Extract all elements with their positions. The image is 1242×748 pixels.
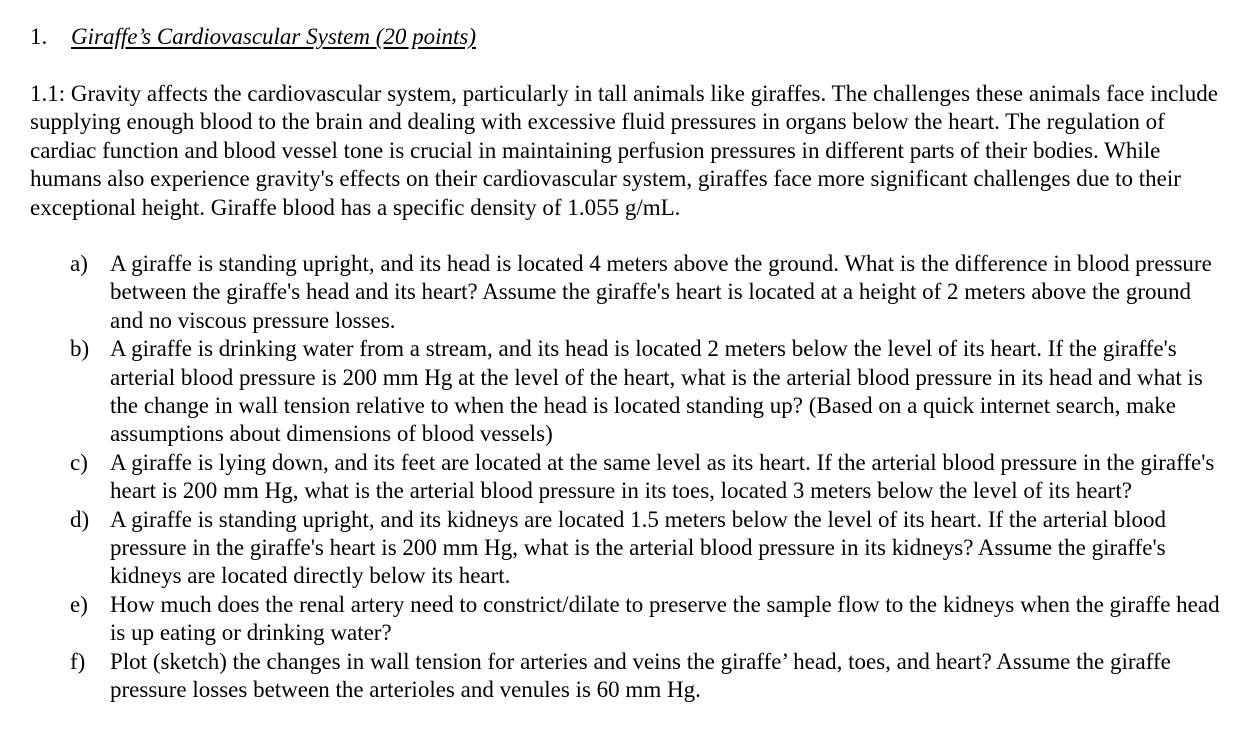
question-letter: f) (70, 648, 86, 674)
question-text: A giraffe is standing upright, and its head is located 4 meters above the ground. What is the difference in blood pressure between the giraffe's head and its heart? Assume the giraffe's heart is located at a height of 2 meters above the ground and no viscous pressure losses. (110, 251, 1212, 333)
question-letter: e) (70, 591, 88, 617)
question-text: A giraffe is lying down, and its feet are located at the same level as its heart. If the arterial blood pressure in the giraffe's heart is 200 mm Hg, what is the arterial blood pressure in its toes, located 3 meters below the level of its heart? (110, 449, 1215, 504)
question-f (0, 648, 1242, 705)
question-text: Plot (sketch) the changes in wall tension for arteries and veins the giraffe’ head, toes, and heart? Assume the giraffe pressure losses between the arterioles and venules is 60 mm Hg. (110, 648, 1171, 703)
question-c (0, 449, 1242, 506)
question-d (0, 506, 1242, 591)
question-letter: d) (70, 506, 90, 532)
intro-paragraph: 1.1: Gravity affects the cardiovascular system, particularly in tall animals like giraffes. The challenges these animals face include supplying enough blood to the brain and dealing with excessive fluid pressures in organs below the heart. The regulation of cardiac function and blood vessel tone is crucial in maintaining perfusion pressures in different parts of their bodies. While humans also experience gravity's effects on their cardiovascular system, giraffes face more significant challenges due to their exceptional height. Giraffe blood has a specific density of 1.055 g/mL. (30, 81, 1218, 220)
question-letter: a) (70, 251, 88, 276)
question-letter: b) (70, 336, 90, 362)
question-list (0, 250, 1242, 705)
section-number: 1. (30, 24, 48, 49)
question-e (0, 591, 1242, 648)
section-title: Giraffe’s Cardiovascular System (20 points) (71, 24, 477, 49)
question-a (0, 250, 1242, 335)
question-text: A giraffe is standing upright, and its kidneys are located 1.5 meters below the level of its heart. If the arterial blood pressure in the giraffe's heart is 200 mm Hg, what is the arterial blood pressure in its kidneys? Assume the giraffe's kidneys are located directly below its heart. (110, 506, 1166, 589)
question-text: How much does the renal artery need to constrict/dilate to preserve the sample flow to the kidneys when the giraffe head is up eating or drinking water? (110, 591, 1220, 646)
question-b (0, 335, 1242, 449)
question-letter: c) (70, 449, 88, 475)
question-text: A giraffe is drinking water from a stream, and its head is located 2 meters below the level of its heart. If the giraffe's arterial blood pressure is 200 mm Hg at the level of the heart, what is the arterial blood pressure in its head and what is the change in wall tension relative to when the head is located standing up? (Based on a quick internet search, make assumptions about dimensions of blood vessels) (110, 336, 1203, 447)
section-heading (30, 23, 476, 51)
